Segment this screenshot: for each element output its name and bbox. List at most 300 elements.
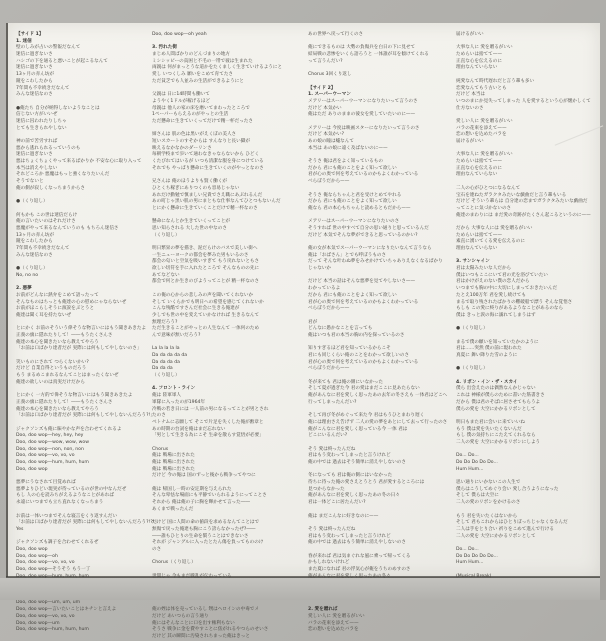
lyric-line: 君は……突然 僕の前に現われた [456,346,522,352]
lyric-line: 都会で何とか生きのびようってことが 精一杯なのさ [152,279,260,285]
lyric-line: 君はかけがえのない僕の恋人だから [456,279,530,285]
lyric-line: 迷信に過ぎないさ [16,152,53,158]
lyric-line: べらぼうだから—— [308,179,350,185]
lyric-line: だから 僕は君のそばに居させてもらうよ [456,399,541,405]
lyric-line: わかっているよ [308,286,341,292]
lyric-line: 俺は 陸軍軍人 [152,393,182,399]
lyric-line: 悪魔がやって来るなんていうのも もちろん迷信さ [16,225,119,231]
lyric-line: 俺は 戦場に出された [152,453,195,459]
lyric-line: 恋愛なんてもう古いとも [456,85,507,91]
lyric-line: とても生きられやしない [16,125,67,131]
lyric-line: バラの花束を添えて—— [308,620,359,626]
lyric-line: 君は一体どこに居たんだい? [308,500,366,506]
lyric-line: 永遠にいつまでも立ち直れなくなっちまう [16,500,104,506]
lyric-line [308,313,460,320]
lyric-line: あの町じゃ黒い肌の男にまともな仕事なんてひとつもないんだ [152,199,281,205]
lyric-line: 俺達のまわりには まだ愛の奇跡がたくさん起こるというのに—— [456,212,591,218]
lyric-line: 俺はただ ありのままの彼女を愛していたいのに—— [308,112,416,118]
lyric-line: そう 愛は終ったんだね [308,446,356,452]
lyric-line: 理由なんていらない [456,65,498,71]
lyric-line: いつのまにか見失ってしまった 人を愛するという心が懐かしくて [456,98,591,104]
lyric-line: 行ってしまったんだい? [308,399,357,405]
lyric-line: 俺の中では 過去はそう簡単に消えやしないのさ [308,460,406,465]
lyric-line: 1. 迷信 [16,38,32,44]
lyric-line: だけど 本当の話はそんな悪夢を見てやしないさ—— [308,279,416,285]
lyric-line: 1. スーパーウーマン [308,92,351,98]
lyric-line: じゃないか [308,266,331,272]
lyric-line: ただ貧乏でも人並みの生活ができるようにと [152,78,244,84]
lyric-line: 知りすぎるほど君を知っているからこそ [308,346,391,352]
lyric-line: 「お前は口ばかり達者だが 実際には何もしてやしないんだろう?!」 [16,413,155,419]
lyric-line: 理由なんていらない [456,246,498,251]
lyric-line: だけど 自業自得というものだろう [16,366,87,372]
lyric-line: ミシシッピーの貧困と不毛の一帯で彼は生まれた [152,58,253,64]
lyric-line: そうでないと [16,179,44,185]
lyric-line: 悪夢よりひどい現実が待っているのが世の中なんだぜ [16,486,127,492]
lyric-line: とにかく懸命に生きていくことだけで精一杯なのさ [152,205,258,211]
lyric-line: 君は太陽みたいな人だから [456,266,512,272]
lyric-line [308,520,460,527]
lyric-line [456,567,606,574]
lyric-line: かもしれないけれど [308,560,350,566]
lyric-line: 宝石を連ねたガラクタみたいな戯曲だと言う輩もいる [456,192,567,198]
lyric-line: 届けるがいい [456,32,484,37]
lyric-line: 俺には理由さえ告げず 二人の愛の夢をあとにして去って行ったのさ [308,419,448,425]
lyric-line: 悪はちょくちょくやって来るばかりか 不安な心に取り入って [16,159,142,165]
lyric-line: みんな迷信なのさ [16,252,53,258]
lyric-line: Chorus [152,446,169,452]
lyric-line: 7年間も不幸続きだなんて [16,85,70,91]
lyric-line: Doo, doo wop—hum, hum, hum [16,627,89,633]
lyric-line: だけど あいつらの言う通り [152,613,209,619]
lyric-line: そうすれば 世の中すべて自分の思い通りと思っているんだ [308,225,429,231]
lyric-line: そんなものはちっとも俺達の心の慰めにゃならないぜ [16,299,127,305]
lyric-line: まるで僕の願いを知っていたかのように [456,339,539,345]
lyric-line: 13ヶ月の赤ん坊が [16,72,55,78]
lyric-line: 悪から逃れられるっていうのも [16,145,81,151]
lyric-line: Doo, doo wop—non, non, non [16,446,84,452]
lyric-line: 愛しい人に 愛を贈るがいい [456,118,513,124]
lyric-line: 俺がこんなに君を愛しく思っている今 一体 君は [308,426,408,432]
lyric-line [152,480,310,487]
lyric-line: 君が心の奥で何を考えているのかもよくわかっている [308,299,419,305]
lyric-line: 俺は 戦場に出された [152,460,195,465]
lyric-line: 理由なんていらない [456,172,498,178]
lyric-line [456,413,606,420]
lyric-line: 「男として生きる為にこそ 生命を散らす覚悟が必要」 [152,433,264,439]
lyric-line: ただ生きることがやっとの人生なんて 一体何のため [152,326,260,332]
lyric-line: 笑いものにされて つらくないかい? [16,359,89,365]
lyric-line: 俺があんなに君を愛しく思ったあの去年の冬さえも 一体君はどこへ [308,393,448,399]
lyric-line: そして再び冬がめぐって来た今 君はもうひとまわり遅く [308,413,425,419]
lyric-line: 真夏に 舞い降りた雪のように [456,353,518,358]
lyric-line [16,507,156,514]
lyric-line: ようやく1ドルが稼げるほど [152,98,211,104]
lyric-line [16,206,156,213]
lyric-line: Doo, doo wop [16,546,48,552]
lyric-line: 4. リボン・イン・ザ・スカイ [456,379,518,385]
lyric-line: 鏡をこわしたから [16,78,53,84]
lyric-line: 俺にできるものは 大勢の負傷兵を白日の下に見せて [308,45,416,51]
lyric-line: お前がどんなに熱弁をこめて語ったって [16,292,99,298]
lyric-line: 2. 愛を贈れば [308,607,338,613]
lyric-line [308,373,460,380]
lyric-line: 何もかも この世は迷信だらけ [16,212,78,218]
lyric-line: だけど 本気でそんな夢ができると思っているのかい? [308,232,418,238]
lyric-line [308,119,460,126]
lyric-line [152,567,310,574]
lyric-line: 俺達の欲しいのは真実だけだから [16,379,85,385]
lyric-line: あの時期の台詞を俺はまだ忘れない [152,426,226,432]
lyric-line: 君が [308,319,318,325]
lyric-line: 父親は 日に14時間も働いて [152,92,210,98]
lyric-line: 僕はいつもここにいて君の光を浴びていたい [456,272,548,278]
lyric-line: もし 僕の気持ちにこたえてくれるなら [456,433,536,439]
lyric-line: 君はもう変わってしまったと言うけれど [308,533,391,539]
lyric-line: 懸命になんとか生きていくってことが [152,219,231,225]
lyric-line: 【サイド 1】 [16,32,44,37]
lyric-line: あくまで戦ったんだ [152,506,194,512]
lyric-line: 4. フロント・ライン [152,386,196,392]
lyric-line [308,79,460,86]
lyric-line: 俺の女が本気でスーパーウーマンになりたいなんて言うなら [308,246,432,251]
lyric-line: 一生ニューヨークの都会を夢みた男もいるのさ [152,252,249,258]
lyric-line: 正義の旗に隠れたりして！――もうたくさんさ [16,332,113,338]
lyric-line: Do... Do... [456,546,479,552]
lyric-line: 壁のしみが占いの警報だなんて [16,45,81,51]
lyric-line: って言うんだい? [308,58,343,64]
lyric-line [16,99,156,106]
lyric-line [456,540,606,547]
lyric-line [152,286,310,293]
lyric-line [456,219,606,226]
lyric-line: これは 神様が僕らのために書いた筋書きさ [456,393,545,399]
lyric-line: ●（くり返し） [456,366,488,372]
lyric-line: 思い通りにいかないこの人生で [456,480,521,486]
lyric-line: こんな残酷ですさんだ社会に生きる俺達が [152,306,240,312]
lyric-line: それが ジャングルに入ったとたん傷を負ってもののけ [152,540,264,546]
lyric-line [308,186,460,193]
lyric-line: No, no no [16,272,39,278]
lyric-line: 二人の愛を 大空にかかるリボンとして [456,533,536,539]
lyric-line: そして いくらかでも明日への希望を感じてくれないか [152,299,264,305]
lyric-line: だけど そういう輩らは 自分達の恋までガラクタみたいな戯曲だ [456,199,588,205]
lyric-line: Do Do Do Do Do... [456,460,498,465]
lyric-line: ●（くり返し） [16,266,48,272]
lyric-line: Doo, doo wop—言いたいことはキチンと言えよ [16,607,117,613]
lyric-line: 3. 汚れた街 [152,45,177,51]
lyric-line: もう 僕は愛を失いたくないんだ [456,426,522,432]
lyric-line: 迷信に過ぎないさ [16,65,53,71]
lyric-line: 俺達の本心を聞きたいなら教えてやろう [16,339,99,345]
lyric-line: だから 君にも俺のことをよく知って欲しい [308,292,397,298]
lyric-line: 映えるなかなかのダーリンさ [152,145,212,151]
lyric-line: まじめ人間ばかりのどんづまりの地方 [152,52,231,58]
lyric-line: 俺は「おばさん」とでも呼ぼうものさ [308,252,387,258]
lyrics-column-side2-a [308,32,460,634]
lyric-line [456,373,606,380]
lyric-line: 俺はいつも君の本当の胸の内を探っているのさ [308,332,405,338]
lyric-line: （くり返し） [152,232,180,238]
lyric-line: ●（くり返し） [456,326,488,332]
lyric-line: 両親は 何がまっとうな道かをたくましく生きていけるようにと [152,65,283,71]
lyric-line: のさ [152,546,162,552]
lyric-line: だから 大事な人には 愛を贈るがいい [456,225,533,231]
lyric-line: それから 俺は俺の子に胸を輝かせて言った―― [152,500,250,506]
lyric-line: 冬になっても 君は俺の側にはいなかった [308,473,393,479]
lyric-line: 毎朝学校まで歩いて通わなきゃならないから ひどく [152,152,260,158]
lyric-line: 本当は消えやしない [16,165,58,171]
lyric-line: Do Do Do Do Do... [456,553,498,559]
lyric-line: 二人は手をとり合い 祈りをこめて進んで行ける [456,526,554,532]
lyric-line: 母親は 他人の家の床を磨いてまわったところで [152,105,250,111]
lyric-line [456,333,606,340]
lyric-line: みんな迷信なのさ [16,92,53,98]
lyric-line: 僕ら 出会えたのは偶然なんかじゃない [456,386,536,392]
lyric-line: Doo, doo wop—um [16,620,60,626]
lyric-line: くたびれてはいるが いつも清潔な服を身につけている [152,159,264,165]
lyric-line: ハシゴの下を通ると悪いことが起こるなんて [16,58,108,64]
lyric-line: だけど 今の俺は 国のずっと後から戦争ってやつに [152,473,256,479]
lyric-line: 鏡をこわしたから [16,239,53,245]
lyric-line: べらぼうだから—— [308,306,350,312]
lyric-line [16,279,156,286]
lyric-line: また夏になれば 君の浮気心が俺をうちのめすのさ [308,567,411,572]
lyric-line: 少しでも世の中を変えていかなければ 生きるなんて [152,312,260,318]
lyric-line: 僕らの愛を 大空にかかるリボンとして [456,406,536,412]
lyric-line: Chorus 3回くり返し [308,72,352,78]
lyric-line: 二人の愛を 大空にかかるリボンにしよう [456,439,541,445]
lyric-line: Hum Hum... [456,466,484,472]
lyric-line: 俺の姪は体を売っているし 甥はヘロインの中毒でメ [152,607,259,613]
lyric-line: 愛し いつくしみ 願いをこめて育てたさ [152,72,234,78]
lyric-line: 俺達は聞く耳を持たないぜ [16,312,72,318]
lyric-line: 「お前は口ばかり達者だが 実際には何もしてやしないのさ」 [16,346,142,352]
lyric-line: Doo, doo wop—vo, vo, vo [16,560,75,566]
lyric-line: 1ペーパーもらえるのがやっとの生活 [152,112,229,118]
lyric-line: 僕は きっと涙の海に溺れてしまうはず [456,312,536,318]
lyric-line: 明日繁栄の夢を描き、泥だらけのバスで美しい街へ [152,246,258,251]
lyric-line: Doo, doo wop—hey, hey, hey [16,433,84,439]
lyric-line: 恋の想いを込めたバラを [456,132,507,138]
lyric-line: お前がほこらしそうに演説をぶとうと [16,306,95,312]
lyric-line: べらぼうだから—— [308,366,350,372]
lyric-line: あてなどない [152,272,180,278]
lyric-line: それでも やっぱり懸命に生きていくのがやっとなのさ [152,165,264,171]
lyric-line: だけど 本当は [456,92,486,98]
lyric-line: あの世界へ戻って行くのさ [308,32,364,37]
lyric-line: ためらいは捨てて—— [456,232,502,238]
lyric-line: そうさ 俺ならちゃんと君を受けとめてやれる [308,192,402,198]
lyric-line: とにかく 一方的で偉そうな物言いにはもう聞きあきたよ [16,393,133,399]
lyric-line: Doo, doo wop—um, um, um [16,600,81,606]
lyric-line: いつまでも胸の中に大切にしまっておきたいんだ [456,286,558,292]
lyric-line: だから 君にも俺のことをよく知って欲しい [308,199,397,205]
lyric-line [308,239,460,246]
lyric-line: ●（くり返し） [16,199,48,205]
lyric-line: もう 君を失いたくはないから [456,513,518,519]
lyric-line: 見つからなかった [308,486,345,492]
lyric-line: Da da da da [152,359,180,365]
lyric-line: 姉さんは 肌の色は黒いがえくぼの美人さ [152,132,237,138]
lyric-line: ためらいは捨てて—— [456,52,502,58]
lyric-line [152,239,310,246]
lyric-line: 俺なら 君の本心もちゃんと読めるともだから—— [308,205,411,211]
lyric-line: 素直に湧いてくる愛を伝えるのに [456,239,525,245]
lyric-line [456,179,606,186]
lyric-line: 明日もまた君に会いに来ていいね [456,419,525,425]
lyric-line: たとえ100万年 君を愛し続けても [456,292,526,298]
lyric-line: （くり返し） [152,373,180,379]
lyric-line: 無理だろう? [152,319,178,325]
lyric-line: 俺があんなに君を愛しく思ったあの冬の日々 [308,493,400,499]
lyric-line: もし 人の心を読みちがえるようなことがあれば [16,493,114,499]
lyric-line: あれだけ勤勉で慎ましい兄貴でさえ職にあぶれるんだ [152,192,263,198]
lyric-line: Da da da [152,366,173,372]
lyric-line [152,440,310,447]
lyric-line: だけど 国に人間の命の値段を求めるなんてことはで [152,520,260,526]
lyric-line [16,132,156,139]
lyric-line: 都会の匂いと空気を吸いすぎて もう戻れないともさ [152,259,260,265]
lyric-line: 迷信に過ぎないさ [16,52,53,58]
lyric-line: ジャクソンズも調子を合わせてくれるぜ [16,540,99,546]
lyric-line [456,72,606,79]
lyric-line: Doo, doo wop [16,466,48,472]
paper-left-edge-shadow [6,23,8,577]
lyric-line: Yes [16,526,24,532]
lyric-line: 13ヶ月の赤ん坊が [16,232,55,238]
lyric-line: もしも この愛に終りがあるようなことがあるのなら [456,306,564,312]
lyric-line: 届けるがいい [456,139,484,144]
lyric-line: 俺達の本心を聞きたいなら教えてやろう [16,406,99,412]
lyric-line: 俺は 帰国し一時の安定期を与えられた [152,486,232,492]
lyric-line: 君にも同じくらい俺のことをわかって欲しいのさ [308,353,410,358]
lyric-line: 俺の中では 過去はもう簡単に消えやしないのさ [308,540,406,546]
lyric-line: それどころか 悪魔はもっと強くなりたいんだ [16,172,110,178]
lyric-line: どこにいるんだい? [308,433,348,439]
lyrics-column-side2-b [456,32,606,594]
lyric-line: Doo, doo wop—vo, vo, vo [16,453,75,459]
lyric-line: ――誰もひとりの生命を償うことはできないさ [152,533,249,539]
lyric-line: La la la la la [152,346,180,352]
lyric-line: 2. 悪夢 [16,286,32,292]
lyric-line: とにかく お前のそういう偉そうな物言いにはもう聞きあきたよ [16,326,147,332]
lyric-line: 「お前は口ばかり達者だが 実際には何もしてやしないんだろう?!?!」 [16,520,160,526]
lyric-line: Doo, doo wop—vo, vo, vo [16,613,75,619]
lyric-line: 君が心の奥で何を考えているのかもよくわかっている [308,359,419,365]
lyric-line: 俺の言いたいのはそれだけさ [16,219,76,225]
lyric-line: 短いスカートのすそからは すんなりと長い脚が [152,139,250,144]
lyric-line: 仕方ないのさ [456,105,484,111]
lyrics-column-side1-b [152,32,310,641]
lyric-line: 俺は まだこんなに好きなのに—— [308,513,379,519]
lyric-line: 俺は 戦場に出された [152,466,195,472]
lyric-line [16,353,156,360]
lyric-line: 冷戦の若き日には 一人前の男になるってことが男とされ [152,406,269,412]
lyric-line: 大事な人に 愛を贈るがいい [456,45,513,51]
lyric-line: Do... Do... [456,453,479,459]
lyric-line: ためらいは捨てて—— [456,159,502,165]
lyric-line: だけど 其の瞬間に汚染されちまった俺はきっと [152,633,250,639]
lyric-line: メアリーは 今度は映画スターになりたいって言うのさ [308,125,420,131]
lyric-line: 待ちに待った俺の愛さえとうとう 君が愛するところには [308,480,425,486]
lyric-line: 春が来れば 君は気まぐれな風に乗って帰ってくる [308,553,411,559]
lyric-line: もう まるめこまれるなんてことはまったくないぜ [16,373,119,379]
lyric-line: ひとくち稼ぎにありつくのも容易じゃない [152,185,240,191]
lyric-line [456,507,606,514]
lyric-line: 思い知らされる 大した世の中なのさ [152,225,227,231]
lyric-line: だから 君にも俺のことをよく知って欲しい [308,165,397,171]
lyric-line: そうさ 戦争に金を費やすことに焦がれるやつらのせいさ [152,627,269,633]
lyric-line: どんなに愚かなことを言っても [308,326,373,332]
lyric-line: ただ懸命に生きていくってだけで精一杯だったさ [152,118,253,124]
lyric-line: 純愛なんて時代遅れだと言う輩も多い [456,78,535,84]
lyric-line: 君が心の奥で何を考えているのかもよくわかっている [308,172,419,178]
lyric-line: だって そんな叶わぬ夢をみせかけていちゃありえなくなるばかり [308,259,443,265]
lyric-line: この俺の心からの悲しみの声を聞いてくれないか [152,292,254,298]
lyric-line: Doo, doo wop—oh yeah [152,32,207,37]
lyric-line: 大事な人に 愛を贈るがいい [456,152,513,158]
lyric-line: あの娘の瞳は嘘なんて [308,139,354,144]
lyric-line: 愛しい人に 愛を贈るがいい [308,613,365,619]
lyric-line: ってことに気づかないのさ [456,205,512,211]
lyric-line: そして夏が過ぎた今 君の愛はまだここに見あたらない [308,386,420,392]
lyric-line: ジャクソンズも俺に賑やかな声を合わせてくれるよ [16,426,122,432]
lyric-line: そうさ 俺は君をよく知っているもの [308,159,383,165]
lyric-line: 【サイド 2】 [308,85,336,91]
lyric-line: Da da da da da [152,353,188,358]
lyric-line: メアリーはスーパーウーマンになりたいって言うのさ [308,98,418,104]
lyric-line: 俺にはそんなことに口を出す権利もない [152,620,235,626]
lyric-line: 正直な心を伝えるのに [456,58,502,64]
table-surface [0,578,600,600]
lyric-line [456,112,606,119]
lyric-line: だけど 本気かい? [308,132,345,138]
lyric-line: メアリーはスーパーウーマンになりたいのさ [308,219,400,225]
lyric-line: んで意味が無いだろう? [152,332,201,338]
lyric-line: ●俺たち 自分が納得しないようなことは [16,105,100,111]
lyric-line [308,440,460,447]
lyric-line: そう 愛は終ったんだね [308,526,356,532]
lyric-line: 冬が来ても 君は俺の側にいなかった [308,379,383,385]
lyric-line: 軍隊に入ったのが1964年 [152,399,206,405]
lyric-line [308,547,460,554]
lyric-line: 無傷で戻った俺達も胸にこう誇らなかったぜ?―― [152,526,256,532]
lyric-line: Doo, doo wop—oh [16,553,58,559]
lyric-line: Doo, doo wop—wow, wow, wow [16,439,89,445]
lyric-line: 二人の愛のリボンをかけるのさ [456,500,521,506]
lyric-line: お前は一体いつまでそんな寝言をくり返すんだい [16,513,118,519]
lyric-line: 兄さんは 俺のほうよりも賢く働くが [152,179,227,185]
lyric-line: 本当は あの娘に遠く及ばないのに—— [308,145,388,151]
lyric-line: まるで取り残されたばかりの難破船で漂う そんな覚悟さ [456,299,573,305]
lyric-line [308,507,460,514]
lyric-line: そして 君もこれからはひとりぼっちじゃなくなるんだ [456,520,568,526]
lyric-line: 二人の心がひとつになるなんて [456,185,521,191]
lyric-line: 3. サンシャイン [456,259,490,265]
lyric-line: 恋の想いを込めたバラを [308,627,359,633]
lyric-line: だけど 本気かい [308,105,342,111]
lyric-line: ベトナムに志願して そこで片足を失くした俺が勲章と [152,419,264,425]
lyric-line: たのさ [152,413,166,419]
lyric-line: そして 僕らは大空に [456,493,499,499]
lyric-line: Doo, doo wop—hum, hum, hum [16,460,89,465]
lyric-sheet-paper [8,23,600,639]
lyric-line: Doo, doo wop—そうそう もう一丁 [16,567,91,572]
lyric-line: 正直な心を伝えるのに [456,165,502,171]
lyric-line [16,420,156,427]
lyric-line: 迷信に囚われたりしちゃ [16,118,67,124]
